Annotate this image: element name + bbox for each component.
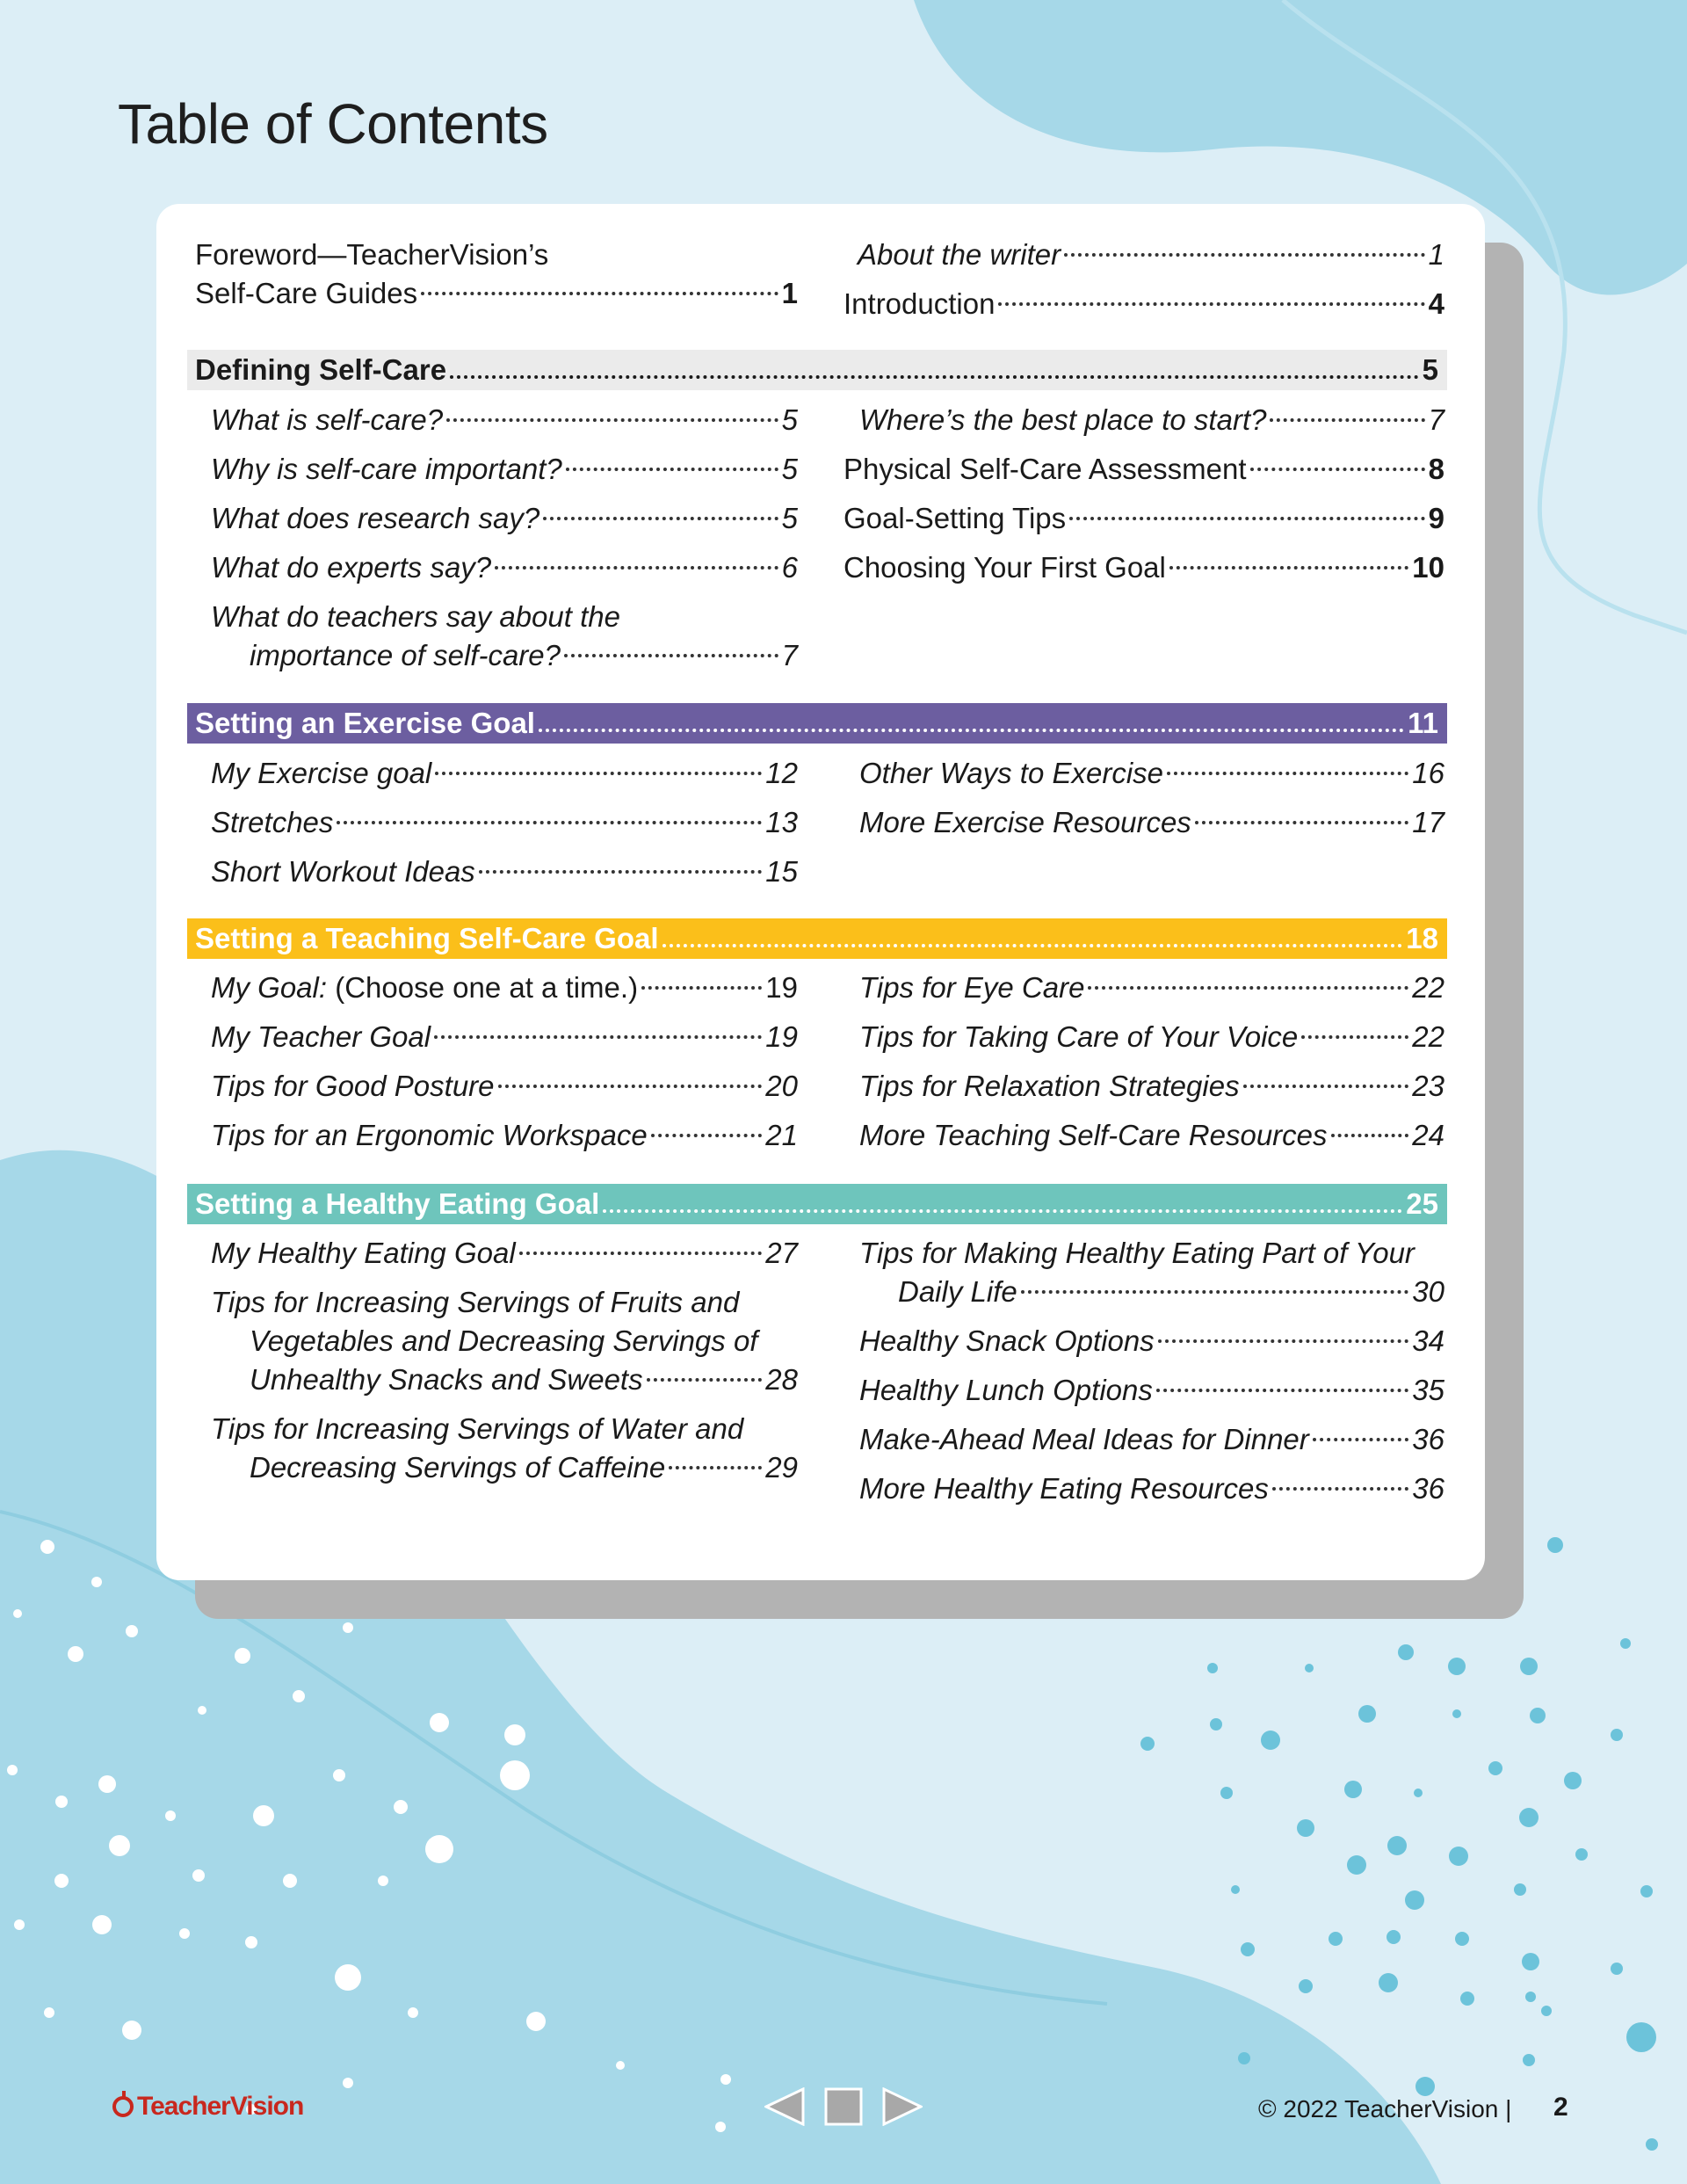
prev-arrow-icon[interactable] bbox=[764, 2087, 805, 2126]
toc-entry[interactable]: Tips for Relaxation Strategies 23 bbox=[859, 1070, 1444, 1102]
toc-entry[interactable]: Tips for an Ergonomic Workspace 21 bbox=[211, 1119, 798, 1151]
toc-entry[interactable]: More Healthy Eating Resources 36 bbox=[859, 1472, 1444, 1505]
toc-entry[interactable]: My Exercise goal 12 bbox=[211, 757, 798, 789]
toc-entry[interactable]: Tips for Eye Care 22 bbox=[859, 971, 1444, 1004]
toc-entry[interactable]: Stretches 13 bbox=[211, 806, 798, 838]
toc-entry-line: Tips for Increasing Servings of Water and bbox=[211, 1412, 744, 1445]
section-header-teaching-self-care[interactable]: Setting a Teaching Self-Care Goal 18 bbox=[187, 918, 1447, 959]
toc-entry[interactable]: Why is self-care important? 5 bbox=[211, 453, 798, 485]
section-header-healthy-eating[interactable]: Setting a Healthy Eating Goal 25 bbox=[187, 1184, 1447, 1224]
toc-entry[interactable]: importance of self-care? 7 bbox=[250, 639, 798, 671]
page-title: Table of Contents bbox=[118, 92, 548, 156]
toc-entry[interactable]: My Goal: (Choose one at a time.) 19 bbox=[211, 971, 798, 1004]
toc-entry[interactable]: Choosing Your First Goal 10 bbox=[844, 551, 1444, 584]
toc-entry[interactable]: More Teaching Self-Care Resources 24 bbox=[859, 1119, 1444, 1151]
toc-entry[interactable]: Tips for Taking Care of Your Voice 22 bbox=[859, 1020, 1444, 1053]
toc-entry[interactable]: Healthy Lunch Options 35 bbox=[859, 1374, 1444, 1406]
toc-entry-line: What do teachers say about the bbox=[211, 600, 620, 633]
toc-entry[interactable]: Physical Self-Care Assessment 8 bbox=[844, 453, 1444, 485]
toc-entry[interactable]: Decreasing Servings of Caffeine 29 bbox=[250, 1451, 798, 1484]
section-header-defining-self-care[interactable]: Defining Self-Care 5 bbox=[187, 350, 1447, 390]
toc-entry[interactable]: My Healthy Eating Goal 27 bbox=[211, 1237, 798, 1269]
toc-entry[interactable]: What do experts say? 6 bbox=[211, 551, 798, 584]
toc-entry[interactable]: Other Ways to Exercise 16 bbox=[859, 757, 1444, 789]
section-header-exercise[interactable]: Setting an Exercise Goal 11 bbox=[187, 703, 1447, 744]
toc-entry[interactable]: Tips for Good Posture 20 bbox=[211, 1070, 798, 1102]
page-number: 2 bbox=[1553, 2093, 1568, 2122]
toc-entry[interactable]: Make-Ahead Meal Ideas for Dinner 36 bbox=[859, 1423, 1444, 1455]
toc-entry[interactable]: Healthy Snack Options 34 bbox=[859, 1324, 1444, 1357]
stop-icon[interactable] bbox=[824, 2087, 863, 2126]
toc-entry-introduction[interactable]: Introduction 4 bbox=[844, 287, 1444, 320]
copyright: © 2022 TeacherVision | bbox=[1258, 2095, 1512, 2122]
toc-entry-about-writer[interactable]: About the writer 1 bbox=[858, 238, 1444, 271]
toc-entry[interactable]: Where’s the best place to start? 7 bbox=[859, 403, 1444, 436]
teachervision-logo: TeacherVision bbox=[112, 2092, 303, 2122]
toc-entry-foreword[interactable]: Self-Care Guides 1 bbox=[195, 277, 798, 309]
toc-entry-line: Tips for Making Healthy Eating Part of Your bbox=[859, 1237, 1415, 1269]
toc-entry[interactable]: My Teacher Goal 19 bbox=[211, 1020, 798, 1053]
toc-entry[interactable]: What is self-care? 5 bbox=[211, 403, 798, 436]
toc-entry[interactable]: Short Workout Ideas 15 bbox=[211, 855, 798, 888]
toc-entry-line: Tips for Increasing Servings of Fruits and bbox=[211, 1286, 740, 1318]
toc-entry[interactable]: What does research say? 5 bbox=[211, 502, 798, 534]
toc-entry[interactable]: Goal-Setting Tips 9 bbox=[844, 502, 1444, 534]
next-arrow-icon[interactable] bbox=[882, 2087, 923, 2126]
apple-logo-icon bbox=[112, 2096, 134, 2117]
toc-entry[interactable]: Daily Life 30 bbox=[898, 1275, 1444, 1308]
toc-entry-line: Vegetables and Decreasing Servings of bbox=[250, 1324, 758, 1357]
toc-entry-foreword-line1: Foreword—TeacherVision’s bbox=[195, 238, 549, 271]
toc-entry[interactable]: More Exercise Resources 17 bbox=[859, 806, 1444, 838]
toc-entry[interactable]: Unhealthy Snacks and Sweets 28 bbox=[250, 1363, 798, 1396]
